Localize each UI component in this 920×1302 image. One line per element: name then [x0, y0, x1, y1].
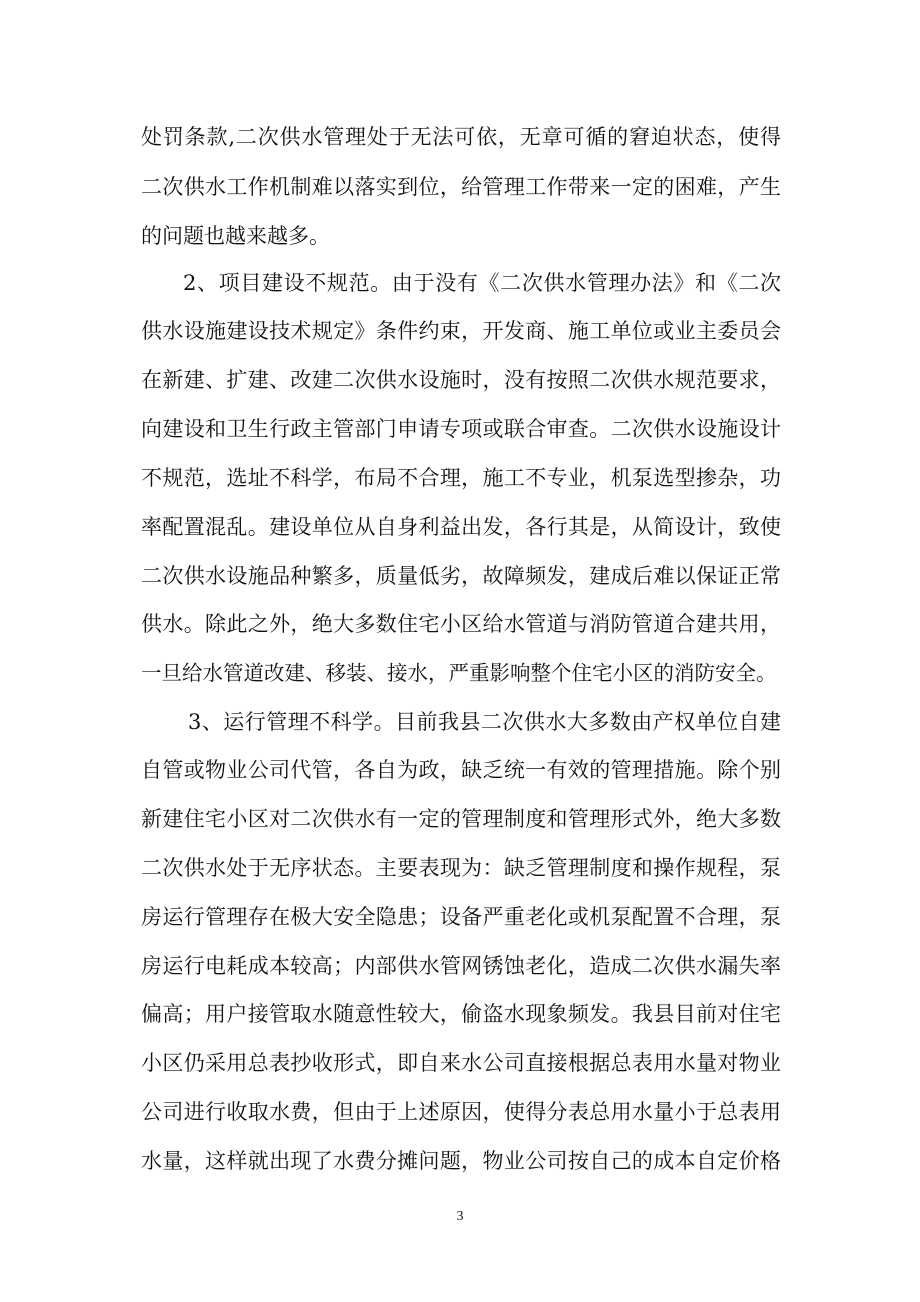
text-line: 在新建、扩建、改建二次供水设施时，没有按照二次供水规范要求， — [141, 368, 781, 392]
text-line: 二次供水工作机制难以落实到位，给管理工作带来一定的困难，产生 — [141, 175, 781, 199]
text-line: 自管或物业公司代管，各自为政，缺乏统一有效的管理措施。除个别 — [141, 758, 781, 782]
text-line: 偏高；用户接管取水随意性较大，偷盗水现象频发。我县目前对住宅 — [141, 1002, 781, 1026]
page-number: 3 — [456, 1209, 464, 1224]
text-line: 2、项目建设不规范。由于没有《二次供水管理办法》和《二次 — [183, 271, 781, 295]
text-line: 公司进行收取水费，但由于上述原因，使得分表总用水量小于总表用 — [141, 1100, 781, 1124]
text-line: 向建设和卫生行政主管部门申请专项或联合审查。二次供水设施设计 — [141, 417, 781, 441]
text-line: 水量，这样就出现了水费分摊问题，物业公司按自己的成本自定价格 — [141, 1149, 781, 1173]
text-line: 率配置混乱。建设单位从自身利益出发，各行其是，从简设计，致使 — [141, 515, 781, 539]
text-line: 房运行电耗成本较高；内部供水管网锈蚀老化，造成二次供水漏失率 — [141, 954, 781, 978]
text-line: 不规范，选址不科学，布局不合理，施工不专业，机泵选型掺杂，功 — [141, 466, 781, 490]
text-line: 二次供水设施品种繁多，质量低劣，故障频发，建成后难以保证正常 — [141, 564, 781, 588]
text-line: 供水。除此之外，绝大多数住宅小区给水管道与消防管道合建共用， — [141, 612, 781, 636]
text-line: 房运行管理存在极大安全隐患；设备严重老化或机泵配置不合理，泵 — [141, 905, 781, 929]
text-line: 3、运行管理不科学。目前我县二次供水大多数由产权单位自建 — [188, 710, 781, 734]
text-line: 二次供水处于无序状态。主要表现为：缺乏管理制度和操作规程，泵 — [141, 856, 781, 880]
text-line: 处罚条款,二次供水管理处于无法可依，无章可循的窘迫状态，使得 — [141, 125, 781, 149]
text-line: 供水设施建设技术规定》条件约束，开发商、施工单位或业主委员会 — [141, 319, 781, 343]
text-line: 一旦给水管道改建、移装、接水，严重影响整个住宅小区的消防安全。 — [141, 661, 777, 685]
text-line: 新建住宅小区对二次供水有一定的管理制度和管理形式外，绝大多数 — [141, 807, 781, 831]
text-line: 小区仍采用总表抄收形式，即自来水公司直接根据总表用水量对物业 — [141, 1051, 781, 1075]
text-line: 的问题也越来越多。 — [141, 224, 330, 248]
